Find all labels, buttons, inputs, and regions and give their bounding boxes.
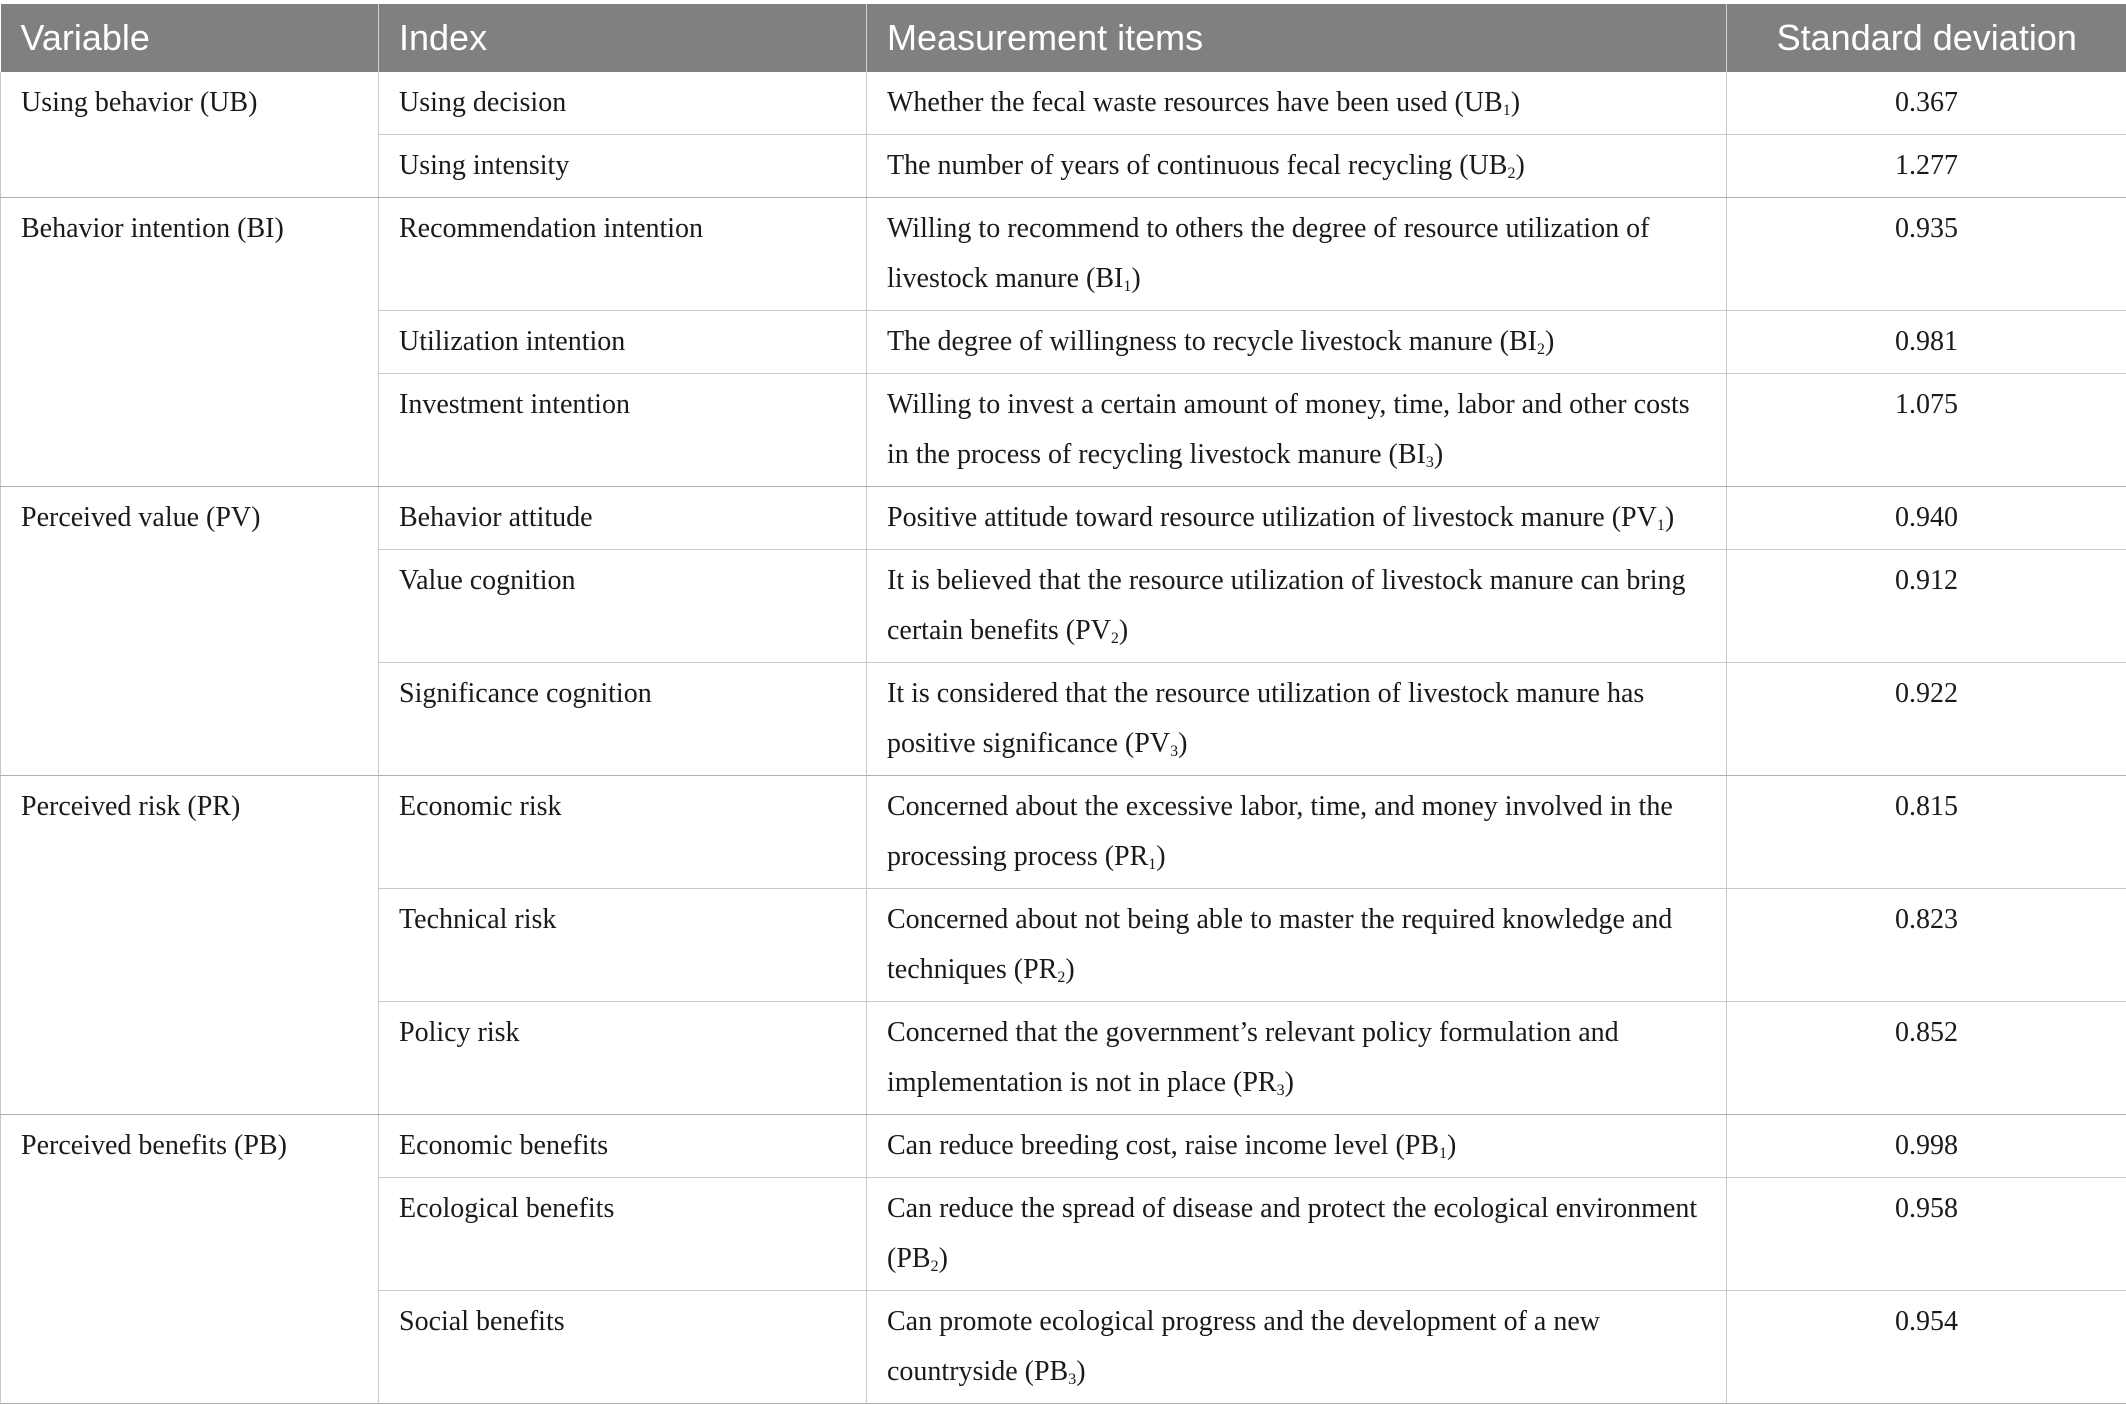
std-dev-cell: 0.940 (1727, 487, 2126, 550)
table-body (1, 72, 2126, 1404)
measurement-item-cell: Concerned about not being able to master the required knowledge and techniques $(PR_2)$ (867, 889, 1727, 1002)
std-dev-cell: 0.852 (1727, 1002, 2126, 1115)
measurement-item-cell: Positive attitude toward resource utilization of livestock manure $(PV_1)$ (867, 487, 1727, 550)
index-cell: Investment intention (379, 374, 867, 487)
std-dev-cell: 1.075 (1727, 374, 2126, 487)
header-measurement-items: Measurement items (867, 4, 1727, 72)
measurement-item-cell: It is considered that the resource utilization of livestock manure has positive significance $(PV_3)$ (867, 663, 1727, 776)
index-cell: Using intensity (379, 135, 867, 198)
index-cell: Recommendation intention (379, 198, 867, 311)
std-dev-cell: 0.981 (1727, 311, 2126, 374)
measurement-item-cell: Can promote ecological progress and the development of a new countryside $(PB_3)$ (867, 1291, 1727, 1404)
index-cell: Value cognition (379, 550, 867, 663)
measurement-item-cell: The degree of willingness to recycle livestock manure $(BI_2)$ (867, 311, 1727, 374)
header-row (1, 4, 2126, 72)
index-cell: Social benefits (379, 1291, 867, 1404)
index-cell: Policy risk (379, 1002, 867, 1115)
index-cell: Technical risk (379, 889, 867, 1002)
measurement-item-cell: Concerned about the excessive labor, time, and money involved in the processing process $(PR_1)$ (867, 776, 1727, 889)
std-dev-cell: 1.277 (1727, 135, 2126, 198)
measurement-item-cell: The number of years of continuous fecal recycling $(UB_2)$ (867, 135, 1727, 198)
std-dev-cell: 0.367 (1727, 72, 2126, 135)
variable-cell: Perceived benefits (PB) (1, 1115, 379, 1404)
measurement-item-cell: It is believed that the resource utilization of livestock manure can bring certain benefits $(PV_2)$ (867, 550, 1727, 663)
std-dev-cell: 0.935 (1727, 198, 2126, 311)
measurement-item-cell: Willing to recommend to others the degree of resource utilization of livestock manure $(BI_1)$ (867, 198, 1727, 311)
index-cell: Economic benefits (379, 1115, 867, 1178)
variable-cell: Perceived risk (PR) (1, 776, 379, 1115)
std-dev-cell: 0.958 (1727, 1178, 2126, 1291)
measurement-table-container (0, 4, 2126, 1404)
variable-cell: Perceived value (PV) (1, 487, 379, 776)
measurement-table (0, 4, 2126, 1404)
measurement-item-cell: Concerned that the government’s relevant policy formulation and implementation is not in place $(PR_3)$ (867, 1002, 1727, 1115)
table-header (1, 4, 2126, 72)
std-dev-cell: 0.815 (1727, 776, 2126, 889)
index-cell: Ecological benefits (379, 1178, 867, 1291)
table-row (1, 487, 2126, 550)
index-cell: Utilization intention (379, 311, 867, 374)
measurement-item-cell: Willing to invest a certain amount of money, time, labor and other costs in the process of recycling livestock manure $(BI_3)$ (867, 374, 1727, 487)
table-row (1, 198, 2126, 311)
measurement-item-cell: Whether the fecal waste resources have been used $(UB_1)$ (867, 72, 1727, 135)
std-dev-cell: 0.954 (1727, 1291, 2126, 1404)
index-cell: Using decision (379, 72, 867, 135)
std-dev-cell: 0.823 (1727, 889, 2126, 1002)
table-row (1, 72, 2126, 135)
std-dev-cell: 0.998 (1727, 1115, 2126, 1178)
table-row (1, 1115, 2126, 1178)
index-cell: Behavior attitude (379, 487, 867, 550)
variable-cell: Using behavior (UB) (1, 72, 379, 198)
header-index: Index (379, 4, 867, 72)
index-cell: Significance cognition (379, 663, 867, 776)
measurement-item-cell: Can reduce breeding cost, raise income level $(PB_1)$ (867, 1115, 1727, 1178)
std-dev-cell: 0.912 (1727, 550, 2126, 663)
measurement-item-cell: Can reduce the spread of disease and protect the ecological environment $(PB_2)$ (867, 1178, 1727, 1291)
variable-cell: Behavior intention (BI) (1, 198, 379, 487)
header-variable: Variable (1, 4, 379, 72)
header-standard-deviation: Standard deviation (1727, 4, 2126, 72)
index-cell: Economic risk (379, 776, 867, 889)
table-row (1, 776, 2126, 889)
std-dev-cell: 0.922 (1727, 663, 2126, 776)
